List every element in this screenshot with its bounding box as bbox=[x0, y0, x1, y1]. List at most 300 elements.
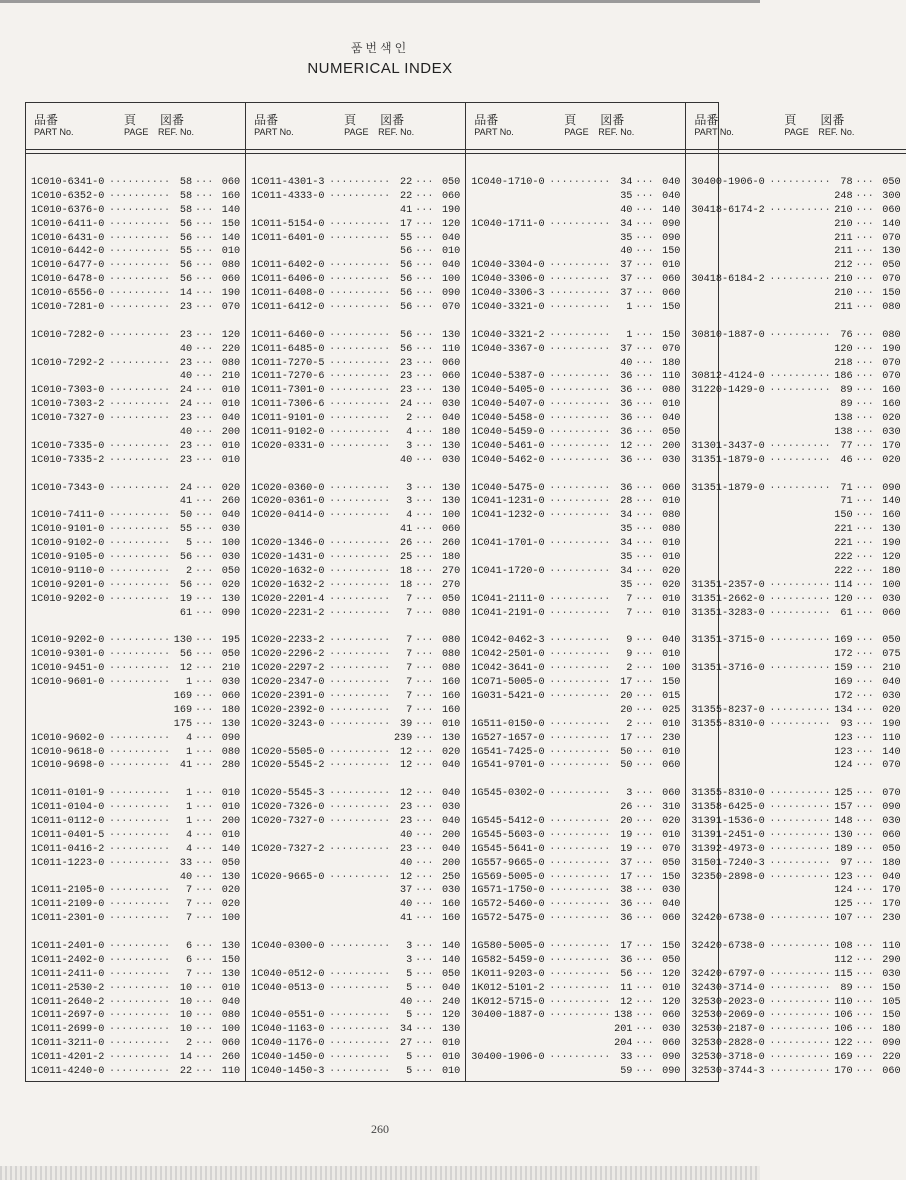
index-row bbox=[246, 204, 465, 218]
leader-dots: ·········· bbox=[549, 371, 611, 383]
leader-dots: ·········· bbox=[549, 260, 611, 272]
leader-dots: ··· bbox=[415, 1052, 434, 1064]
leader-dots: ··· bbox=[194, 593, 214, 605]
leader-dots: ·········· bbox=[109, 663, 171, 675]
index-row bbox=[466, 662, 685, 676]
index-row bbox=[466, 509, 685, 523]
ref-number: 100 bbox=[441, 510, 461, 522]
index-row bbox=[246, 912, 465, 926]
part-number bbox=[471, 551, 549, 565]
leader-dots: ·········· bbox=[769, 968, 831, 980]
ref-number: 120 bbox=[441, 218, 461, 230]
leader-dots: ··· bbox=[194, 649, 214, 661]
index-row bbox=[686, 273, 905, 287]
page-ref: 22 bbox=[179, 1066, 193, 1077]
leader-dots bbox=[769, 287, 830, 301]
leader-dots: ··· bbox=[635, 538, 654, 550]
page-ref: 50 bbox=[179, 510, 193, 522]
index-row bbox=[246, 829, 465, 843]
leader-dots: ··· bbox=[635, 968, 654, 980]
index-row bbox=[26, 245, 245, 259]
leader-dots: ··· bbox=[194, 607, 214, 619]
page-ref: 6 bbox=[186, 954, 193, 966]
index-row bbox=[466, 593, 685, 607]
page-ref: 37 bbox=[400, 885, 413, 897]
ref-number: 310 bbox=[662, 802, 681, 814]
ref-number: 140 bbox=[882, 746, 901, 758]
page-ref: 2 bbox=[186, 1038, 193, 1050]
page-ref: 77 bbox=[840, 440, 853, 452]
part-number bbox=[691, 759, 769, 773]
leader-dots bbox=[769, 884, 830, 898]
index-row bbox=[466, 759, 685, 773]
part-number bbox=[691, 884, 769, 898]
page-ref: 17 bbox=[620, 940, 633, 952]
page-ref: 17 bbox=[620, 871, 633, 883]
leader-dots: ·········· bbox=[549, 454, 611, 466]
part-number bbox=[471, 1037, 549, 1051]
index-row bbox=[686, 287, 905, 301]
index-row bbox=[686, 245, 905, 259]
leader-dots: ·········· bbox=[769, 829, 831, 841]
ref-number: 060 bbox=[221, 690, 241, 702]
leader-dots: ··· bbox=[194, 260, 214, 272]
index-row bbox=[466, 343, 685, 357]
page-ref: 35 bbox=[620, 552, 633, 564]
leader-dots: ··· bbox=[855, 677, 874, 689]
index-row bbox=[246, 398, 465, 412]
leader-dots: ·········· bbox=[549, 593, 611, 605]
part-number: 1C010-9101-0 bbox=[31, 524, 105, 536]
part-number: 1C020-1346-0 bbox=[251, 538, 325, 550]
ref-number: 080 bbox=[662, 510, 681, 522]
leader-dots: ·········· bbox=[109, 968, 171, 980]
leader-dots bbox=[549, 1023, 610, 1037]
ref-number: 020 bbox=[221, 579, 241, 591]
part-number: 1C011-2105-0 bbox=[31, 885, 105, 897]
leader-dots: ··· bbox=[855, 829, 874, 841]
group-gap bbox=[26, 468, 245, 482]
leader-dots bbox=[329, 954, 390, 968]
ref-number: 120 bbox=[221, 329, 241, 341]
leader-dots: ·········· bbox=[549, 288, 611, 300]
index-row bbox=[466, 454, 685, 468]
leader-dots: ·········· bbox=[329, 288, 391, 300]
index-row bbox=[26, 884, 245, 898]
leader-dots: ··· bbox=[415, 968, 434, 980]
page-ref: 204 bbox=[614, 1038, 633, 1050]
page-ref: 1 bbox=[186, 802, 193, 814]
group-gap bbox=[466, 468, 685, 482]
ref-number: 090 bbox=[662, 1052, 681, 1064]
leader-dots: ··· bbox=[855, 302, 874, 314]
ref-number: 010 bbox=[221, 802, 241, 814]
page-ref: 61 bbox=[840, 607, 853, 619]
part-number: 31351-3716-0 bbox=[691, 663, 765, 675]
ref-number: 160 bbox=[882, 399, 901, 411]
ref-number: 190 bbox=[441, 204, 461, 216]
index-row bbox=[26, 704, 245, 718]
column-header bbox=[466, 103, 685, 150]
part-number: 1C011-6402-0 bbox=[251, 260, 325, 272]
ref-number: 180 bbox=[441, 552, 461, 564]
leader-dots: ·········· bbox=[549, 385, 611, 397]
index-row bbox=[686, 690, 905, 704]
page-ref: 56 bbox=[620, 968, 633, 980]
index-row bbox=[246, 843, 465, 857]
index-row bbox=[246, 190, 465, 204]
leader-dots: ··· bbox=[635, 413, 654, 425]
leader-dots: ··· bbox=[194, 427, 214, 439]
part-number: 1G511-0150-0 bbox=[471, 718, 545, 730]
leader-dots: ·········· bbox=[769, 607, 831, 619]
part-number: 30812-4124-0 bbox=[691, 371, 765, 383]
part-number: 1C010-9451-0 bbox=[31, 663, 105, 675]
ref-number: 160 bbox=[441, 899, 461, 911]
index-row bbox=[686, 384, 905, 398]
part-number: 1C040-3304-0 bbox=[471, 260, 545, 272]
leader-dots: ·········· bbox=[329, 802, 391, 814]
leader-dots: ·········· bbox=[549, 635, 611, 647]
page-ref: 138 bbox=[834, 413, 853, 425]
leader-dots: ··· bbox=[855, 538, 874, 550]
page-ref: 23 bbox=[400, 802, 413, 814]
page-ref: 22 bbox=[400, 190, 413, 202]
leader-dots: ·········· bbox=[109, 482, 171, 494]
page-ref: 36 bbox=[620, 482, 633, 494]
page-ref: 169 bbox=[834, 1052, 853, 1064]
part-number: 1G572-5475-0 bbox=[471, 913, 545, 925]
part-number bbox=[691, 509, 769, 523]
part-number: 1C011-4333-0 bbox=[251, 190, 325, 202]
part-number bbox=[691, 357, 769, 371]
leader-dots: ·········· bbox=[329, 677, 391, 689]
ref-number: 130 bbox=[882, 524, 901, 536]
leader-dots: ··· bbox=[194, 524, 214, 536]
leader-dots: ··· bbox=[194, 815, 214, 827]
leader-dots: ··· bbox=[635, 843, 654, 855]
part-number bbox=[471, 523, 549, 537]
part-number: 1C011-1223-0 bbox=[31, 857, 105, 869]
index-row bbox=[686, 1051, 905, 1065]
part-number bbox=[691, 259, 769, 273]
part-number bbox=[471, 190, 549, 204]
part-number bbox=[251, 829, 329, 843]
page-ref: 24 bbox=[400, 399, 413, 411]
page-ref: 5 bbox=[406, 1066, 413, 1077]
leader-dots: ·········· bbox=[549, 427, 611, 439]
ref-number: 025 bbox=[662, 704, 681, 716]
index-row bbox=[686, 996, 905, 1010]
leader-dots: ··· bbox=[194, 329, 214, 341]
leader-dots: ·········· bbox=[109, 635, 171, 647]
leader-dots bbox=[329, 884, 390, 898]
index-row bbox=[26, 759, 245, 773]
leader-dots bbox=[549, 704, 610, 718]
page-ref: 36 bbox=[620, 413, 633, 425]
part-number: 1C010-6478-0 bbox=[31, 274, 105, 286]
index-row bbox=[26, 509, 245, 523]
part-number bbox=[31, 871, 109, 885]
page-ref: 108 bbox=[834, 940, 853, 952]
leader-dots: ··· bbox=[855, 565, 874, 577]
index-row bbox=[26, 898, 245, 912]
leader-dots: ··· bbox=[635, 829, 654, 841]
leader-dots: ··· bbox=[635, 635, 654, 647]
part-number: 1C040-0300-0 bbox=[251, 940, 325, 952]
page-ref: 123 bbox=[834, 746, 853, 758]
leader-dots: ··· bbox=[855, 1052, 874, 1064]
page-ref: 12 bbox=[400, 746, 413, 758]
group-gap bbox=[26, 621, 245, 635]
ref-number: 030 bbox=[882, 427, 901, 439]
ref-number: 160 bbox=[882, 385, 901, 397]
part-number: 30400-1887-0 bbox=[471, 1010, 545, 1022]
leader-dots: ··· bbox=[194, 496, 214, 508]
leader-dots: ·········· bbox=[329, 982, 391, 994]
leader-dots: ·········· bbox=[109, 1066, 171, 1077]
part-number: 1C040-1176-0 bbox=[251, 1038, 325, 1050]
index-row bbox=[466, 287, 685, 301]
index-row bbox=[466, 218, 685, 232]
index-row bbox=[686, 259, 905, 273]
index-row bbox=[686, 732, 905, 746]
ref-number: 150 bbox=[662, 302, 681, 314]
group-gap bbox=[26, 315, 245, 329]
ref-number: 160 bbox=[441, 913, 461, 925]
ref-number: 140 bbox=[441, 954, 461, 966]
leader-dots: ·········· bbox=[109, 1024, 171, 1036]
ref-number: 190 bbox=[882, 718, 901, 730]
page-ref: 10 bbox=[179, 982, 193, 994]
ref-number: 100 bbox=[221, 1024, 241, 1036]
page-ref: 1 bbox=[186, 788, 193, 800]
page-ref: 7 bbox=[406, 690, 413, 702]
page-ref: 56 bbox=[179, 232, 193, 244]
page-ref: 169 bbox=[173, 704, 193, 716]
leader-dots: ··· bbox=[855, 982, 874, 994]
index-row bbox=[686, 232, 905, 246]
leader-dots bbox=[549, 204, 610, 218]
ref-number: 060 bbox=[441, 357, 461, 369]
ref-number: 180 bbox=[662, 357, 681, 369]
ref-heading: 図番 bbox=[380, 113, 405, 127]
leader-dots: ··· bbox=[194, 190, 214, 202]
page-ref: 61 bbox=[179, 607, 193, 619]
ref-number: 070 bbox=[882, 357, 901, 369]
leader-dots: ··· bbox=[855, 510, 874, 522]
group-gap bbox=[686, 926, 905, 940]
ref-number: 160 bbox=[441, 677, 461, 689]
index-row bbox=[686, 898, 905, 912]
ref-number: 010 bbox=[441, 1038, 461, 1050]
part-number bbox=[31, 704, 109, 718]
leader-dots bbox=[769, 565, 830, 579]
index-row bbox=[466, 801, 685, 815]
page-ref: 23 bbox=[179, 454, 193, 466]
leader-dots: ··· bbox=[194, 802, 214, 814]
index-row bbox=[246, 412, 465, 426]
page-ref: 58 bbox=[179, 190, 193, 202]
leader-dots: ··· bbox=[415, 885, 434, 897]
leader-dots: ··· bbox=[855, 482, 874, 494]
leader-dots bbox=[769, 343, 830, 357]
ref-number: 080 bbox=[441, 663, 461, 675]
ref-number: 240 bbox=[441, 996, 461, 1008]
leader-dots: ··· bbox=[194, 218, 214, 230]
part-number: 1C010-6431-0 bbox=[31, 232, 105, 244]
part-number: 31391-2451-0 bbox=[691, 829, 765, 841]
part-number: 1C011-2530-2 bbox=[31, 982, 105, 994]
leader-dots: ··· bbox=[635, 454, 654, 466]
page-ref: 19 bbox=[179, 593, 193, 605]
ref-number: 090 bbox=[441, 288, 461, 300]
part-number: 1C020-2347-0 bbox=[251, 677, 325, 689]
part-number bbox=[691, 495, 769, 509]
leader-dots: ··· bbox=[635, 190, 654, 202]
ref-number: 060 bbox=[662, 288, 681, 300]
ref-number: 075 bbox=[882, 649, 901, 661]
index-row bbox=[246, 232, 465, 246]
leader-dots: ··· bbox=[415, 565, 434, 577]
index-row bbox=[466, 607, 685, 621]
index-row bbox=[246, 426, 465, 440]
rows bbox=[686, 164, 905, 1079]
ref-number: 030 bbox=[662, 454, 681, 466]
page-ref: 59 bbox=[620, 1066, 633, 1077]
part-number: 32530-2023-0 bbox=[691, 996, 765, 1008]
leader-dots: ··· bbox=[194, 857, 214, 869]
page-ref: 14 bbox=[179, 1052, 193, 1064]
ref-number: 070 bbox=[662, 843, 681, 855]
page-ref: 34 bbox=[620, 218, 633, 230]
leader-dots: ··· bbox=[194, 829, 214, 841]
leader-dots: ·········· bbox=[769, 1066, 831, 1077]
leader-dots: ··· bbox=[415, 857, 434, 869]
leader-dots: ·········· bbox=[549, 982, 611, 994]
part-number: 1C020-5545-2 bbox=[251, 760, 325, 772]
leader-dots: ··· bbox=[635, 746, 654, 758]
page-ref: 18 bbox=[400, 565, 413, 577]
index-row bbox=[246, 1065, 465, 1079]
ref-number: 080 bbox=[441, 635, 461, 647]
page-ref: 40 bbox=[620, 357, 633, 369]
part-number: 1C011-2109-0 bbox=[31, 899, 105, 911]
index-row bbox=[686, 648, 905, 662]
page-ref: 23 bbox=[400, 371, 413, 383]
part-number: 1C020-2233-2 bbox=[251, 635, 325, 647]
leader-dots: ·········· bbox=[329, 663, 391, 675]
index-row bbox=[246, 440, 465, 454]
page-ref: 23 bbox=[400, 815, 413, 827]
leader-dots: ··· bbox=[855, 427, 874, 439]
part-number: 1C071-5005-0 bbox=[471, 677, 545, 689]
header-rule bbox=[686, 150, 905, 154]
part-number bbox=[251, 996, 329, 1010]
part-number: 1C011-3211-0 bbox=[31, 1038, 105, 1050]
leader-dots: ·········· bbox=[769, 371, 831, 383]
leader-dots: ·········· bbox=[769, 996, 831, 1008]
index-row bbox=[466, 357, 685, 371]
part-number bbox=[31, 343, 109, 357]
leader-dots: ··· bbox=[855, 802, 874, 814]
page-ref: 40 bbox=[179, 343, 193, 355]
leader-dots: ··· bbox=[635, 482, 654, 494]
page-ref: 3 bbox=[406, 954, 413, 966]
ref-number: 010 bbox=[221, 385, 241, 397]
page-ref: 120 bbox=[834, 343, 853, 355]
page-ref: 36 bbox=[620, 371, 633, 383]
part-number bbox=[251, 732, 329, 746]
group-gap bbox=[246, 315, 465, 329]
ref-number: 130 bbox=[441, 1024, 461, 1036]
ref-number: 090 bbox=[882, 1038, 901, 1050]
leader-dots: ·········· bbox=[329, 218, 391, 230]
ref-number: 010 bbox=[441, 718, 461, 730]
part-number bbox=[691, 412, 769, 426]
part-number: 1C010-7327-0 bbox=[31, 413, 105, 425]
page-ref: 25 bbox=[400, 552, 413, 564]
part-number: 1G580-5005-0 bbox=[471, 940, 545, 952]
leader-dots: ·········· bbox=[329, 1010, 391, 1022]
index-row bbox=[246, 454, 465, 468]
index-row bbox=[686, 843, 905, 857]
english-title: NUMERICAL INDEX bbox=[307, 60, 453, 77]
ref-number: 020 bbox=[662, 565, 681, 577]
ref-number: 090 bbox=[221, 732, 241, 744]
part-number: 1C042-0462-3 bbox=[471, 635, 545, 647]
leader-dots: ·········· bbox=[109, 802, 171, 814]
index-row bbox=[26, 495, 245, 509]
part-number: 1C010-6352-0 bbox=[31, 190, 105, 202]
ref-number: 210 bbox=[882, 663, 901, 675]
ref-number: 010 bbox=[221, 440, 241, 452]
index-row bbox=[466, 634, 685, 648]
part-heading: 品番 bbox=[694, 113, 719, 127]
index-column-4 bbox=[686, 103, 905, 1081]
part-number: 1C010-7282-0 bbox=[31, 329, 105, 341]
index-row bbox=[686, 759, 905, 773]
leader-dots: ··· bbox=[635, 607, 654, 619]
leader-dots bbox=[769, 259, 830, 273]
ref-number: 050 bbox=[441, 177, 461, 188]
ref-heading: 図番 bbox=[820, 113, 845, 127]
leader-dots: ··· bbox=[415, 302, 434, 314]
ref-number: 040 bbox=[441, 982, 461, 994]
leader-dots: ·········· bbox=[549, 649, 611, 661]
ref-number: 010 bbox=[221, 246, 241, 258]
page-ref: 7 bbox=[186, 885, 193, 897]
leader-dots: ··· bbox=[194, 413, 214, 425]
ref-number: 220 bbox=[882, 1052, 901, 1064]
page-ref: 125 bbox=[834, 899, 853, 911]
leader-dots: ··· bbox=[415, 746, 434, 758]
ref-number: 200 bbox=[441, 857, 461, 869]
leader-dots: ··· bbox=[635, 857, 654, 869]
part-number: 1C010-6411-0 bbox=[31, 218, 105, 230]
page-ref: 123 bbox=[834, 732, 853, 744]
ref-number: 200 bbox=[221, 427, 241, 439]
index-row bbox=[466, 440, 685, 454]
leader-dots: ··· bbox=[415, 454, 434, 466]
leader-dots: ··· bbox=[855, 690, 874, 702]
page-ref: 138 bbox=[614, 1010, 633, 1022]
ref-heading: 図番 bbox=[600, 113, 625, 127]
page-ref: 35 bbox=[620, 524, 633, 536]
leader-dots bbox=[769, 648, 830, 662]
part-number: 31351-1879-0 bbox=[691, 482, 765, 494]
part-number: 1C011-6412-0 bbox=[251, 302, 325, 314]
